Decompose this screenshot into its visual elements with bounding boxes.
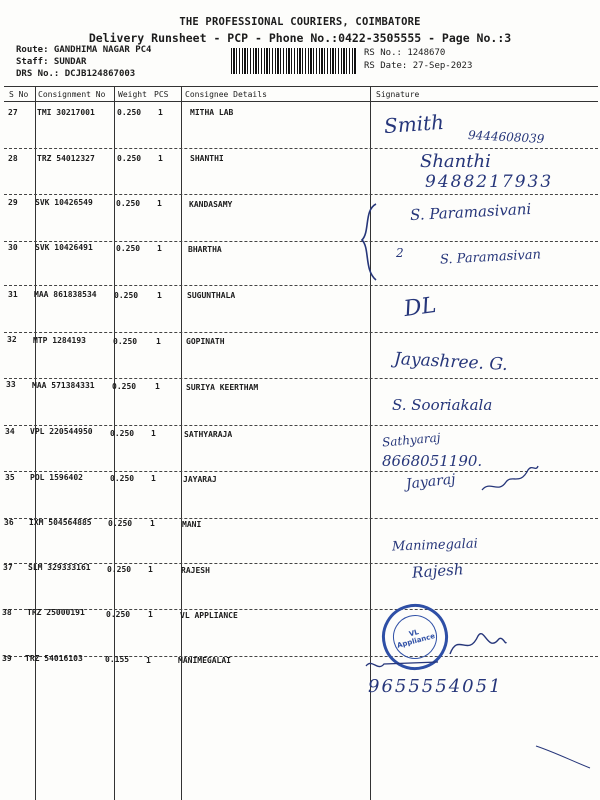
row-weight: 0.250 bbox=[114, 291, 139, 300]
row-sno: 33 bbox=[6, 380, 16, 389]
row-consignment: TRZ 54012327 bbox=[37, 154, 95, 163]
row-pcs: 1 bbox=[150, 519, 155, 528]
row-pcs: 1 bbox=[148, 565, 153, 574]
bracket-mark bbox=[356, 202, 386, 282]
row-pcs: 1 bbox=[151, 429, 156, 438]
row-pcs: 1 bbox=[146, 656, 151, 665]
row-separator bbox=[4, 241, 598, 242]
row-consignee: SUGUNTHALA bbox=[187, 291, 236, 300]
row-weight: 0.250 bbox=[108, 519, 133, 528]
row-weight: 0.250 bbox=[116, 199, 141, 208]
row-weight: 0.155 bbox=[105, 655, 130, 664]
row-consignee: VL APPLIANCE bbox=[180, 611, 238, 620]
row-sno: 30 bbox=[8, 243, 18, 252]
scribble-mark bbox=[480, 460, 540, 500]
row-sno: 34 bbox=[5, 427, 15, 436]
row-weight: 0.250 bbox=[117, 154, 142, 163]
row-weight: 0.250 bbox=[117, 108, 142, 117]
row-pcs: 1 bbox=[151, 474, 156, 483]
drs-number: DRS No.: DCJB124867003 bbox=[16, 69, 136, 79]
row-pcs: 1 bbox=[158, 108, 163, 117]
table-header-rule bbox=[4, 101, 598, 102]
row-sno: 37 bbox=[3, 563, 13, 572]
row-consignment: IXM 504564885 bbox=[29, 518, 92, 527]
row-consignee: SATHYARAJA bbox=[184, 430, 233, 439]
row-weight: 0.250 bbox=[112, 382, 137, 391]
row-pcs: 1 bbox=[158, 154, 163, 163]
row-separator bbox=[4, 656, 598, 657]
rs-date: RS Date: 27-Sep-2023 bbox=[364, 61, 473, 71]
row-separator bbox=[4, 425, 598, 426]
col-header-consignment: Consignment No bbox=[38, 90, 106, 99]
row-consignee: MANI bbox=[182, 520, 202, 529]
row-sno: 29 bbox=[8, 198, 18, 207]
col-header-sno: S No bbox=[9, 90, 29, 99]
signature-row-29: S. Paramasivani bbox=[409, 199, 532, 225]
row-consignee: SURIYA KEERTHAM bbox=[186, 383, 259, 392]
signature-row-34: Sathyaraj bbox=[381, 430, 441, 450]
phone-row-28: 9488217933 bbox=[425, 172, 554, 192]
row-sno: 28 bbox=[8, 154, 18, 163]
row-weight: 0.250 bbox=[116, 244, 141, 253]
row-sno: 35 bbox=[5, 473, 15, 482]
stray-pen-mark bbox=[534, 742, 594, 772]
row-consignee: MANIMEGALAI bbox=[178, 656, 231, 665]
row-consignment: SVK 10426549 bbox=[35, 198, 93, 207]
signature-row-35: Jayaraj bbox=[405, 471, 457, 493]
row-consignee: MITHA LAB bbox=[190, 108, 234, 117]
staff-label: Staff: SUNDAR bbox=[16, 57, 87, 67]
signature-row-30: S. Paramasivan bbox=[439, 247, 542, 268]
col-header-signature: Signature bbox=[376, 90, 420, 99]
signature-row-33a: Jayashree. G. bbox=[393, 349, 509, 375]
row-separator bbox=[4, 332, 598, 333]
runsheet-subtitle: Delivery Runsheet - PCP - Phone No.:0422-3505555 - Page No.:3 bbox=[88, 31, 512, 45]
row-sno: 31 bbox=[8, 290, 18, 299]
col-header-pcs: PCS bbox=[154, 90, 169, 99]
row-consignment: POL 1596402 bbox=[30, 473, 83, 482]
signature-scribble-38 bbox=[448, 622, 508, 662]
row-pcs: 1 bbox=[155, 382, 160, 391]
route-label: Route: GANDHIMA NAGAR PC4 bbox=[16, 45, 152, 55]
row-consignment: TMI 30217001 bbox=[37, 108, 95, 117]
row-weight: 0.250 bbox=[110, 474, 135, 483]
row-weight: 0.250 bbox=[113, 337, 138, 346]
row-separator bbox=[4, 285, 598, 286]
row-consignment: MAA 861838534 bbox=[34, 290, 97, 299]
row-separator bbox=[4, 378, 598, 379]
row-weight: 0.250 bbox=[110, 429, 135, 438]
row-sno: 36 bbox=[4, 518, 14, 527]
row-consignment: MAA 571384331 bbox=[32, 381, 95, 390]
row-consignment: TRZ 25000191 bbox=[27, 608, 85, 617]
row-consignment: TRZ 54016103 bbox=[25, 654, 83, 663]
barcode bbox=[231, 48, 357, 74]
row-consignee: RAJESH bbox=[181, 566, 210, 575]
row-pcs: 1 bbox=[157, 199, 162, 208]
row-separator bbox=[4, 518, 598, 519]
phone-row-34: 8668051190. bbox=[382, 452, 483, 470]
row-sno: 38 bbox=[2, 608, 12, 617]
row-consignment: SVK 10426491 bbox=[35, 243, 93, 252]
col-header-weight: Weight bbox=[118, 90, 147, 99]
table-top-rule bbox=[4, 86, 598, 87]
signature-row-37: Rajesh bbox=[411, 560, 465, 582]
row-sno: 32 bbox=[7, 335, 17, 344]
stamp-text: VL Appliance bbox=[396, 627, 436, 650]
row-separator bbox=[4, 563, 598, 564]
phone-row-39: 9655554051 bbox=[368, 676, 503, 697]
row-sno: 39 bbox=[2, 654, 12, 663]
row-weight: 0.250 bbox=[107, 565, 132, 574]
row-consignee: GOPINATH bbox=[186, 337, 225, 346]
row-separator bbox=[4, 609, 598, 610]
signature-row-33b: S. Sooriakala bbox=[392, 396, 493, 414]
row-pcs: 1 bbox=[157, 244, 162, 253]
row-sno: 27 bbox=[8, 108, 18, 117]
row-consignee: SHANTHI bbox=[190, 154, 224, 163]
mark-row-30: 2 bbox=[396, 246, 404, 260]
row-pcs: 1 bbox=[148, 610, 153, 619]
signature-row-36: Manimegalai bbox=[391, 536, 479, 555]
row-consignment: SLM 329333161 bbox=[28, 563, 91, 572]
row-consignment: VPL 220544950 bbox=[30, 427, 93, 436]
row-consignee: BHARTHA bbox=[188, 245, 222, 254]
signature-scribble-39 bbox=[364, 652, 444, 678]
row-consignment: MTP 1284193 bbox=[33, 336, 86, 345]
col-header-consignee: Consignee Details bbox=[185, 90, 267, 99]
phone-row-27: 9444608039 bbox=[467, 128, 545, 146]
row-separator bbox=[4, 194, 598, 195]
signature-row-31: DL bbox=[402, 292, 438, 323]
company-title: THE PROFESSIONAL COURIERS, COIMBATORE bbox=[179, 16, 421, 28]
row-pcs: 1 bbox=[157, 291, 162, 300]
row-weight: 0.250 bbox=[106, 610, 131, 619]
signature-row-27: Smith bbox=[383, 109, 445, 139]
signature-row-28: Shanthi bbox=[420, 151, 491, 172]
row-pcs: 1 bbox=[156, 337, 161, 346]
row-consignee: KANDASAMY bbox=[189, 200, 233, 209]
row-separator bbox=[4, 148, 598, 149]
rs-number: RS No.: 1248670 bbox=[364, 48, 446, 58]
row-consignee: JAYARAJ bbox=[183, 475, 217, 484]
